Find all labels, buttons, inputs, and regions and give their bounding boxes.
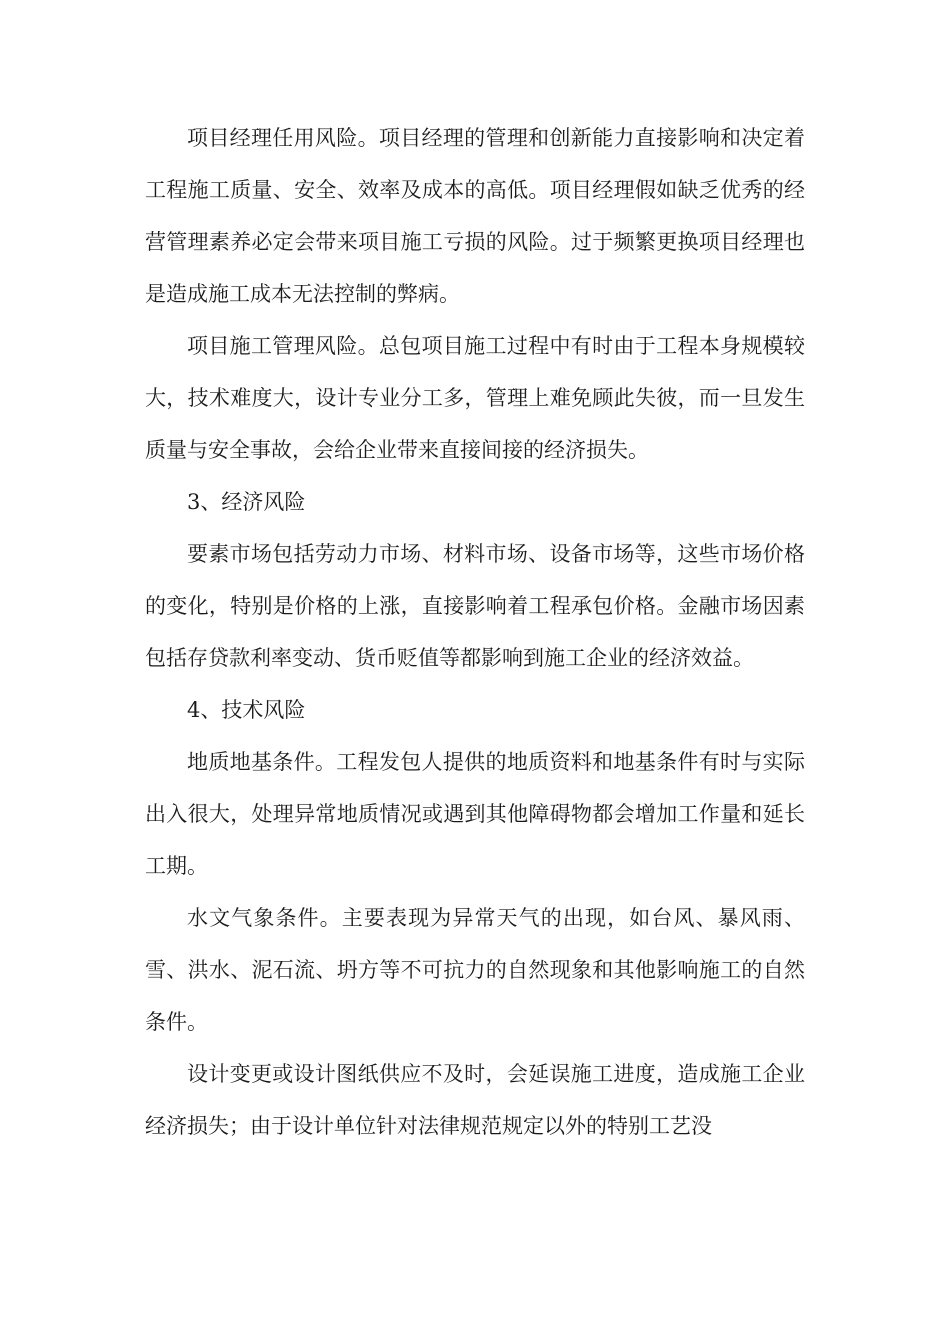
paragraph-project-manager-risk: 项目经理任用风险。项目经理的管理和创新能力直接影响和决定着工程施工质量、安全、效率及成本的高低。项目经理假如缺乏优秀的经营管理素养必定会带来项目施工亏损的风险。过于频繁更换项目经理也是造成施工成本无法控制的弊病。: [145, 126, 805, 306]
paragraph-market-factors: 要素市场包括劳动力市场、材料市场、设备市场等，这些市场价格的变化，特别是价格的上涨，直接影响着工程承包价格。金融市场因素包括存贷款利率变动、货币贬值等都影响到施工企业的经济效益。: [145, 542, 805, 670]
paragraph-hydrological-weather: 水文气象条件。主要表现为异常天气的出现，如台风、暴风雨、雪、洪水、泥石流、坍方等不可抗力的自然现象和其他影响施工的自然条件。: [145, 906, 805, 1034]
paragraph-construction-management-risk: 项目施工管理风险。总包项目施工过程中有时由于工程本身规模较大，技术难度大，设计专业分工多，管理上难免顾此失彼，而一旦发生质量与安全事故，会给企业带来直接间接的经济损失。: [145, 334, 805, 462]
paragraph-geological-conditions: 地质地基条件。工程发包人提供的地质资料和地基条件有时与实际出入很大，处理异常地质情况或遇到其他障碍物都会增加工作量和延长工期。: [145, 750, 805, 878]
paragraph-design-changes: 设计变更或设计图纸供应不及时，会延误施工进度，造成施工企业经济损失；由于设计单位针对法律规范规定以外的特别工艺没: [145, 1062, 805, 1138]
section-heading-economic-risk: 3、经济风险: [187, 490, 306, 514]
document-body: [145, 112, 805, 1152]
section-heading-technical-risk: 4、技术风险: [187, 698, 306, 722]
